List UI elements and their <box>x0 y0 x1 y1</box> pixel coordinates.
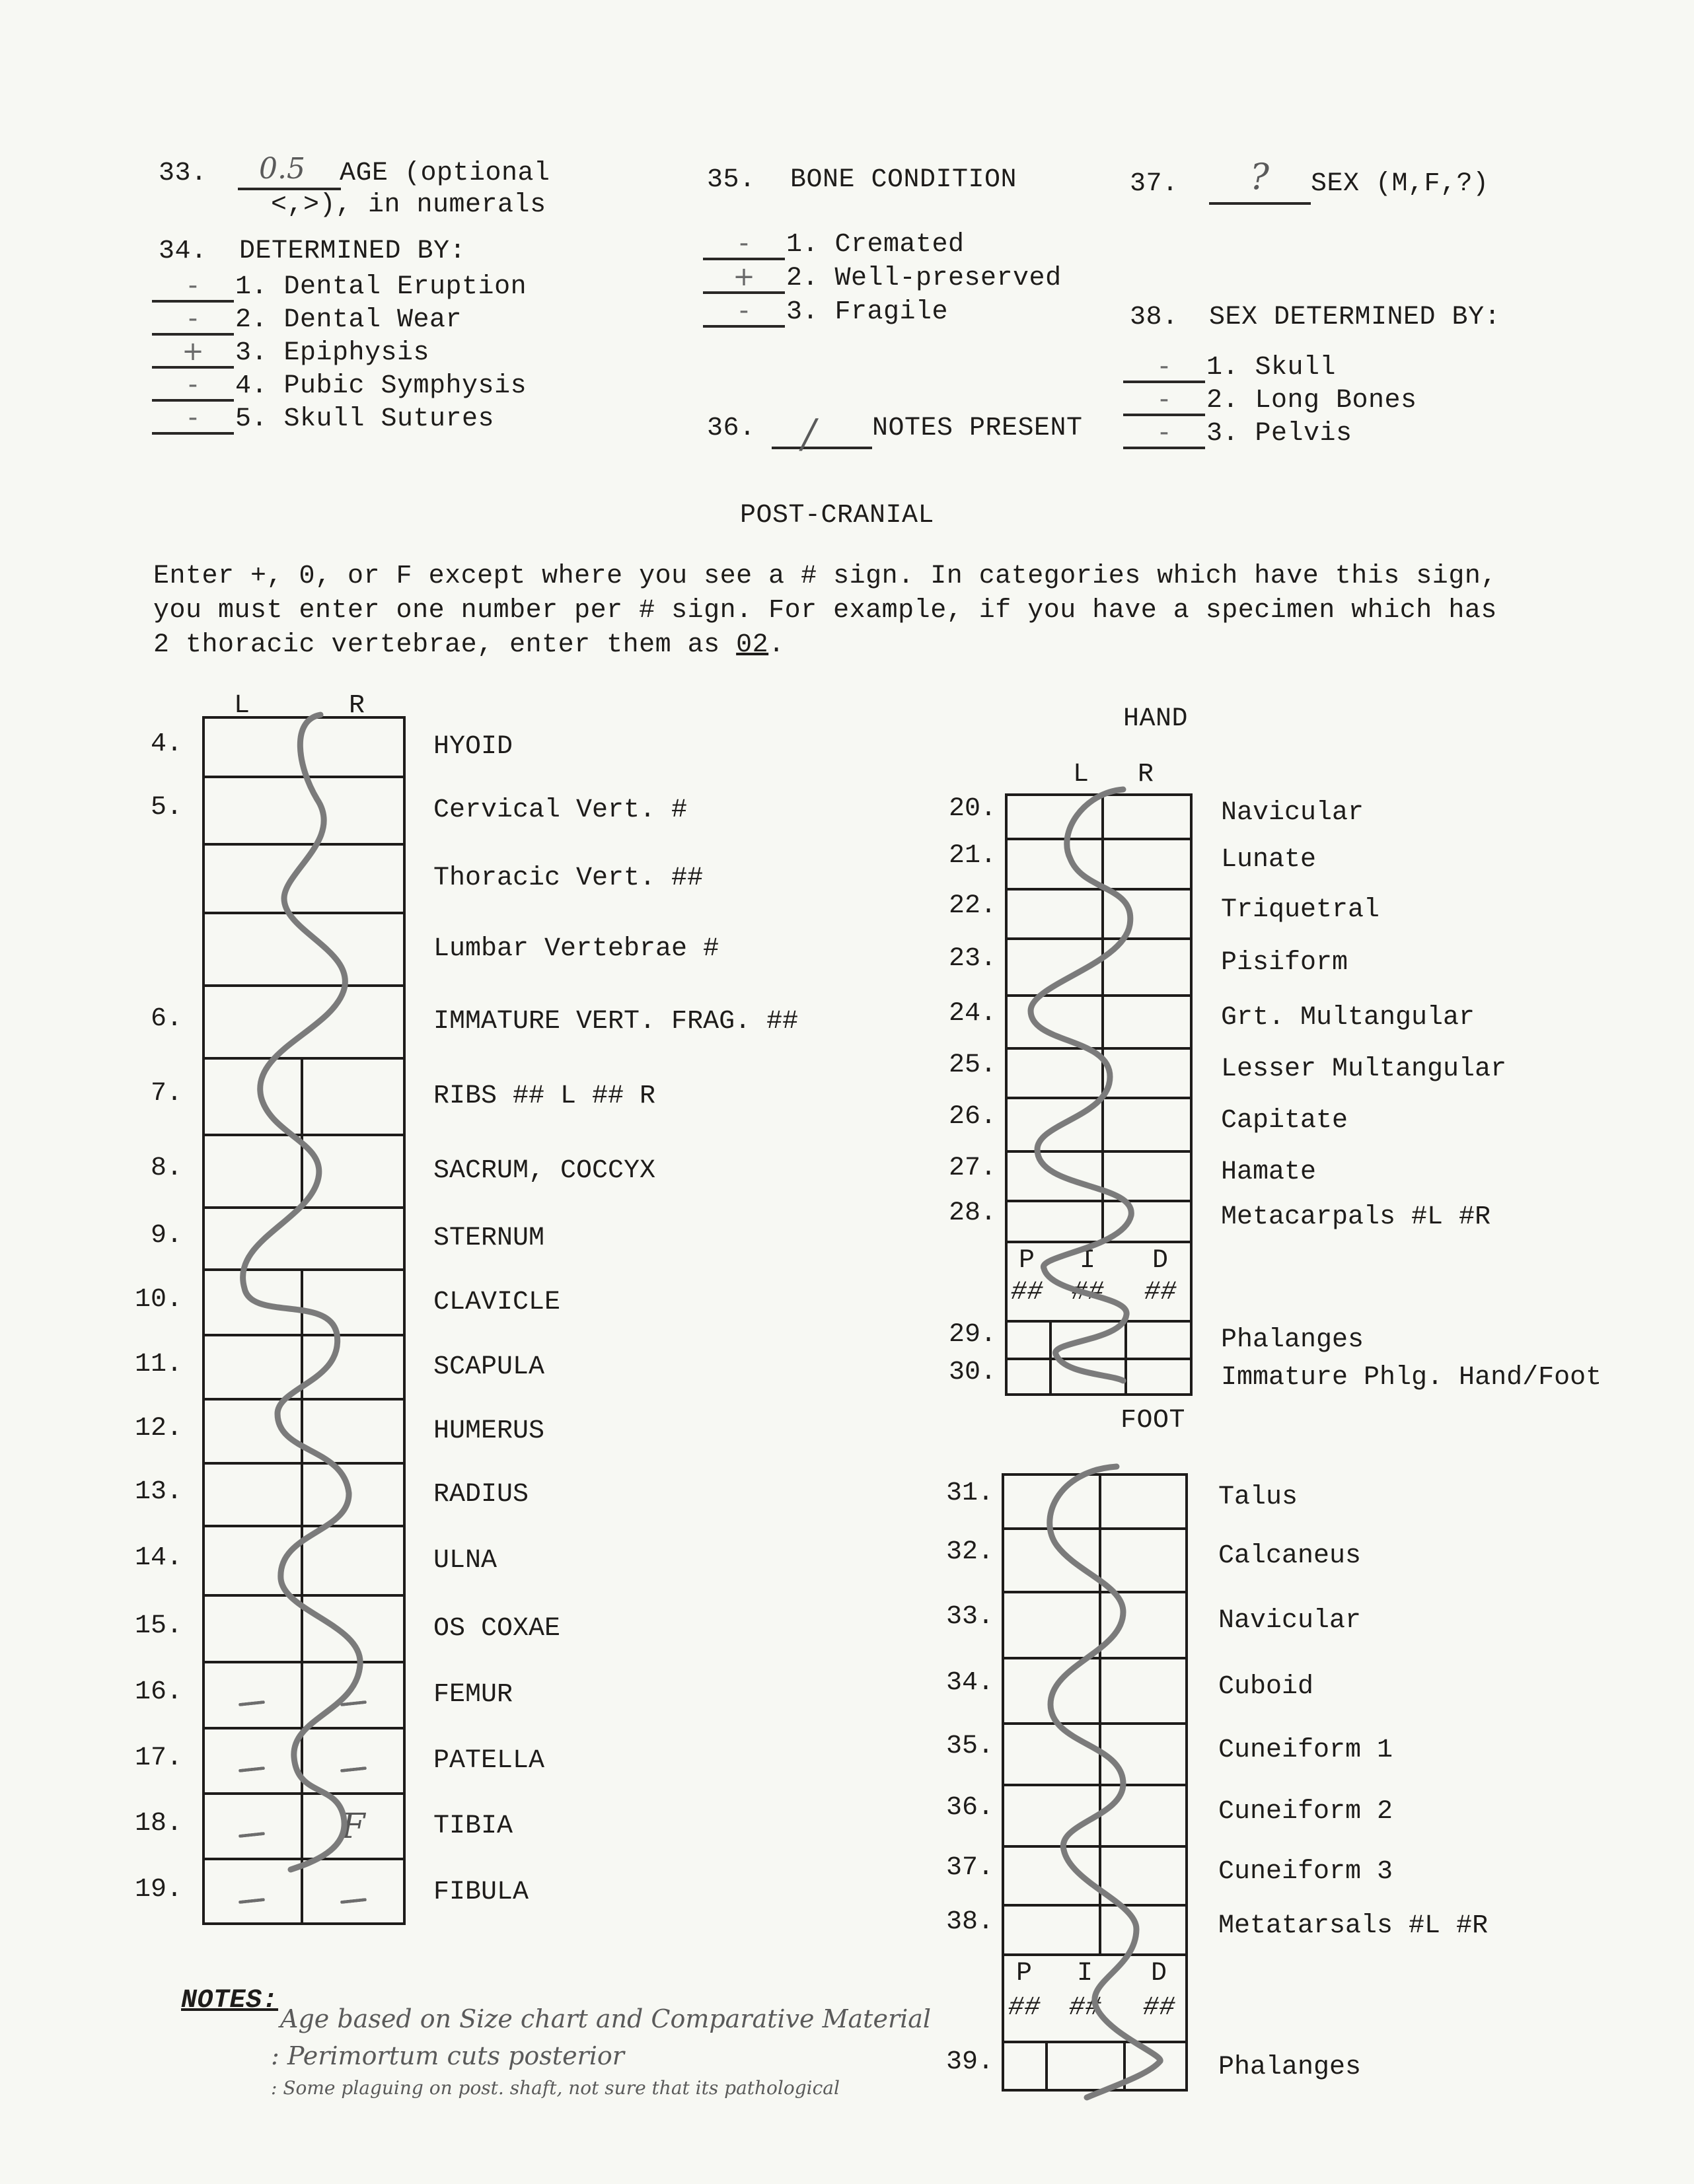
foot-title: FOOT <box>1121 1406 1186 1436</box>
grid-row-line <box>1005 1241 1193 1243</box>
bone-label: Lunate <box>1221 845 1317 875</box>
bone-label: HUMERUS <box>433 1416 545 1446</box>
phalanx-cell[interactable] <box>1005 1320 1049 1358</box>
q38-number: 38. <box>1130 303 1179 332</box>
bone-label: RADIUS <box>433 1479 529 1510</box>
row-number: 14. <box>134 1543 182 1573</box>
left-cell[interactable] <box>202 716 301 776</box>
left-cell[interactable] <box>1005 793 1101 838</box>
row-number: 22. <box>948 891 996 921</box>
right-cell[interactable] <box>301 1525 406 1594</box>
q35-number: 35. <box>707 165 756 195</box>
row-number: 26. <box>948 1101 996 1132</box>
row-number: 31. <box>945 1478 994 1508</box>
row-number: 16. <box>134 1677 182 1707</box>
right-cell[interactable] <box>301 1661 406 1727</box>
left-cell[interactable] <box>202 1268 301 1334</box>
pid-header: D <box>1152 1246 1169 1276</box>
bone-label: TIBIA <box>433 1811 513 1841</box>
hand-col-r: R <box>1138 760 1154 789</box>
pid-header: I <box>1080 1246 1096 1276</box>
row-number: 38. <box>945 1907 994 1937</box>
left-cell[interactable] <box>202 984 301 1057</box>
row-number: 36. <box>945 1792 994 1823</box>
checklist-mark[interactable]: - <box>188 303 198 334</box>
bone-label: PATELLA <box>433 1745 545 1776</box>
q37-label: SEX (M,F,?) <box>1311 169 1489 199</box>
grid-row-line <box>1002 1953 1188 1956</box>
row-number: 24. <box>948 999 996 1029</box>
row-number: 32. <box>945 1537 994 1567</box>
right-cell[interactable] <box>1099 1473 1188 1527</box>
bone-label: Lumbar Vertebrae # <box>433 934 719 964</box>
row-number: 30. <box>948 1358 996 1387</box>
right-cell[interactable] <box>301 1334 406 1398</box>
pid-header: P <box>1016 1959 1033 1988</box>
row-number: 4. <box>150 729 182 759</box>
bone-label: Calcaneus <box>1218 1541 1362 1571</box>
left-cell[interactable] <box>1002 1591 1099 1657</box>
left-cell[interactable] <box>1005 937 1101 994</box>
right-cell[interactable] <box>301 1858 406 1925</box>
bone-label: Talus <box>1218 1482 1298 1512</box>
bone-label: Grt. Multangular <box>1221 1003 1475 1033</box>
row-number: 37. <box>945 1852 994 1883</box>
pid-hash: ## <box>1008 1993 1041 2023</box>
checklist-mark[interactable]: - <box>188 402 198 433</box>
left-cell[interactable] <box>1005 888 1101 937</box>
checklist-label: 1. Skull <box>1206 353 1337 382</box>
right-cell[interactable] <box>1101 1047 1193 1097</box>
left-cell[interactable] <box>1002 1657 1099 1722</box>
q34-number: 34. <box>159 237 207 266</box>
bone-label: ULNA <box>433 1545 497 1576</box>
row-number: 18. <box>134 1808 182 1838</box>
right-cell[interactable] <box>1099 1784 1188 1845</box>
bone-label: Phalanges <box>1221 1325 1364 1355</box>
left-cell[interactable] <box>202 1134 301 1206</box>
row-number: 6. <box>150 1004 182 1034</box>
checklist-label: 3. Fragile <box>786 297 949 327</box>
age-value[interactable]: 0.5 <box>259 152 305 186</box>
row-number: 19. <box>134 1875 182 1905</box>
right-cell[interactable] <box>301 912 406 984</box>
bone-label: Hamate <box>1221 1157 1317 1187</box>
pid-hash: ## <box>1144 1278 1177 1307</box>
pid-header: I <box>1077 1959 1093 1988</box>
left-cell[interactable] <box>1002 1722 1099 1784</box>
pid-hash: ## <box>1069 1993 1102 2023</box>
right-cell[interactable] <box>1101 1097 1193 1150</box>
instruction-line-3-text: 2 thoracic vertebrae, enter them as <box>153 630 737 660</box>
left-grid-col-r: R <box>349 691 365 721</box>
row-number: 29. <box>948 1319 996 1350</box>
phalanx-cell[interactable] <box>1045 2041 1123 2092</box>
phalanx-cell[interactable] <box>1124 1320 1193 1358</box>
bone-label: Cuneiform 2 <box>1218 1796 1393 1827</box>
row-number: 9. <box>150 1221 182 1251</box>
left-cell[interactable] <box>202 1398 301 1462</box>
notes-label: NOTES: <box>181 1986 279 2016</box>
left-cell[interactable] <box>202 912 301 984</box>
left-cell[interactable] <box>1005 1200 1101 1241</box>
row-number: 5. <box>150 793 182 822</box>
pid-header: D <box>1151 1959 1167 1988</box>
bone-label: RIBS ## L ## R <box>433 1081 656 1111</box>
bone-label: Navicular <box>1221 797 1364 828</box>
right-cell[interactable] <box>301 1268 406 1334</box>
right-cell[interactable] <box>301 1594 406 1661</box>
right-cell[interactable] <box>301 984 406 1057</box>
phalanx-cell[interactable] <box>1002 2041 1045 2092</box>
checklist-mark[interactable]: + <box>733 262 755 292</box>
notes-present-mark[interactable]: / <box>802 411 816 457</box>
checklist-label: 2. Dental Wear <box>235 305 462 335</box>
row-number: 17. <box>134 1743 182 1773</box>
bone-label: Navicular <box>1218 1606 1362 1636</box>
pid-hash: ## <box>1143 1993 1176 2023</box>
pid-header: P <box>1019 1246 1035 1276</box>
bone-label: FEMUR <box>433 1680 513 1710</box>
bone-label: HYOID <box>433 732 513 762</box>
phalanx-cell[interactable] <box>1123 2041 1188 2092</box>
left-cell[interactable] <box>1005 994 1101 1047</box>
phalanx-cell[interactable] <box>1049 1320 1124 1358</box>
row-number: 20. <box>948 793 996 824</box>
right-cell[interactable] <box>1099 1591 1188 1657</box>
right-cell[interactable] <box>1099 1657 1188 1722</box>
notes-present-blank-line <box>772 447 872 449</box>
row-number: 35. <box>945 1731 994 1761</box>
q35-title: BONE CONDITION <box>790 165 1017 195</box>
checklist-mark[interactable]: - <box>1159 384 1169 414</box>
left-cell[interactable] <box>202 843 301 912</box>
example-value: 02 <box>736 630 769 660</box>
hand-title: HAND <box>1123 704 1189 734</box>
notes-line-1: Age based on Size chart and Comparative Material <box>280 2004 932 2033</box>
left-cell[interactable] <box>202 1206 301 1268</box>
checklist-mark[interactable]: - <box>188 369 198 400</box>
bone-label: OS COXAE <box>433 1613 561 1644</box>
right-cell[interactable] <box>301 1727 406 1792</box>
left-cell[interactable] <box>1005 1150 1101 1200</box>
left-cell[interactable] <box>202 776 301 843</box>
row-number: 39. <box>945 2047 994 2077</box>
sex-value[interactable]: ? <box>1250 156 1269 198</box>
bone-label: Capitate <box>1221 1105 1348 1136</box>
right-cell[interactable] <box>1101 1200 1193 1241</box>
instruction-line-3 <box>153 630 785 661</box>
sex-blank-line <box>1209 202 1311 205</box>
right-cell[interactable] <box>1101 838 1193 888</box>
bone-label: Phalanges <box>1218 2052 1362 2082</box>
row-number: 27. <box>948 1153 996 1183</box>
notes-present-label: NOTES PRESENT <box>872 414 1083 443</box>
bone-label: Metacarpals #L #R <box>1221 1202 1491 1232</box>
bone-label: SCAPULA <box>433 1352 545 1382</box>
right-cell[interactable] <box>301 1134 406 1206</box>
right-cell[interactable] <box>1099 1527 1188 1591</box>
bone-label: IMMATURE VERT. FRAG. ## <box>433 1007 799 1037</box>
checklist-label: 5. Skull Sutures <box>235 404 495 434</box>
right-cell[interactable] <box>301 1057 406 1134</box>
left-cell[interactable] <box>202 1525 301 1594</box>
right-cell[interactable] <box>1099 1845 1188 1904</box>
bone-label: SACRUM, COCCYX <box>433 1156 656 1186</box>
right-cell[interactable] <box>1101 1150 1193 1200</box>
left-cell[interactable] <box>1002 1473 1099 1527</box>
checklist-label: 3. Pelvis <box>1206 419 1352 449</box>
right-cell[interactable] <box>1101 793 1193 838</box>
right-cell[interactable] <box>1101 888 1193 937</box>
right-cell[interactable] <box>301 1206 406 1268</box>
bone-label: Thoracic Vert. ## <box>433 863 704 893</box>
right-cell[interactable] <box>1099 1904 1188 1953</box>
checklist-mark[interactable]: - <box>1159 417 1169 447</box>
phalanx-cell[interactable] <box>1049 1358 1124 1396</box>
checklist-label: 2. Long Bones <box>1206 386 1417 416</box>
row-number: 28. <box>948 1198 996 1228</box>
checklist-mark[interactable]: - <box>188 270 198 301</box>
example-suffix: . <box>768 630 785 660</box>
right-cell[interactable] <box>301 716 406 776</box>
bone-label: FIBULA <box>433 1877 529 1907</box>
row-number: 8. <box>150 1153 182 1183</box>
entry-mark: F <box>341 1806 365 1846</box>
bone-label: Cuneiform 3 <box>1218 1856 1393 1887</box>
row-number: 10. <box>134 1284 182 1315</box>
notes-line-3: : Some plaguing on post. shaft, not sure that its pathological <box>271 2077 840 2099</box>
age-label-line1: AGE (optional <box>340 159 550 188</box>
checklist-label: 1. Cremated <box>786 230 965 260</box>
checklist-label: 1. Dental Eruption <box>235 272 527 302</box>
checklist-mark[interactable]: - <box>739 295 749 326</box>
left-cell[interactable] <box>202 1661 301 1727</box>
left-cell[interactable] <box>1005 838 1101 888</box>
row-number: 23. <box>948 944 996 974</box>
row-number: 7. <box>150 1079 182 1109</box>
bone-label: Cuboid <box>1218 1671 1314 1702</box>
row-number: 13. <box>134 1476 182 1507</box>
left-cell[interactable] <box>202 1858 301 1925</box>
checklist-label: 4. Pubic Symphysis <box>235 371 527 401</box>
phalanx-cell[interactable] <box>1005 1358 1049 1396</box>
right-cell[interactable] <box>301 1462 406 1525</box>
left-cell[interactable] <box>1002 1845 1099 1904</box>
checklist-mark[interactable]: - <box>739 228 749 258</box>
right-cell[interactable] <box>301 1398 406 1462</box>
q34-title: DETERMINED BY: <box>239 237 466 266</box>
notes-line-2: : Perimortum cuts posterior <box>271 2041 624 2070</box>
q37-number: 37. <box>1130 169 1179 199</box>
bone-label: STERNUM <box>433 1223 545 1253</box>
row-number: 12. <box>134 1413 182 1443</box>
left-cell[interactable] <box>1005 1047 1101 1097</box>
checklist-mark[interactable]: + <box>182 336 204 367</box>
right-cell[interactable] <box>1099 1722 1188 1784</box>
pid-hash: ## <box>1072 1278 1105 1307</box>
left-cell[interactable] <box>1002 1784 1099 1845</box>
bone-label: Cuneiform 1 <box>1218 1735 1393 1765</box>
right-cell[interactable] <box>1101 994 1193 1047</box>
bone-label: Metatarsals #L #R <box>1218 1911 1489 1941</box>
checklist-label: 2. Well-preserved <box>786 264 1062 293</box>
bone-label: CLAVICLE <box>433 1287 561 1317</box>
left-cell[interactable] <box>202 1792 301 1858</box>
age-label-line2: <,>), in numerals <box>271 190 546 220</box>
pid-hash: ## <box>1011 1278 1044 1307</box>
left-cell[interactable] <box>202 1334 301 1398</box>
row-number: 33. <box>945 1602 994 1632</box>
q36-number: 36. <box>707 414 756 443</box>
left-cell[interactable] <box>202 1057 301 1134</box>
q38-title: SEX DETERMINED BY: <box>1209 303 1501 332</box>
left-cell[interactable] <box>1005 1097 1101 1150</box>
row-number: 11. <box>134 1349 182 1379</box>
left-grid-col-l: L <box>234 691 250 721</box>
bone-label: Triquetral <box>1221 894 1380 925</box>
row-number: 21. <box>948 841 996 871</box>
bone-label: Pisiform <box>1221 948 1348 978</box>
row-number: 15. <box>134 1611 182 1641</box>
checklist-label: 3. Epiphysis <box>235 338 430 368</box>
right-cell[interactable] <box>301 776 406 843</box>
row-number: 25. <box>948 1050 996 1080</box>
right-cell[interactable] <box>1101 937 1193 994</box>
bone-label: Cervical Vert. # <box>433 795 688 825</box>
left-cell[interactable] <box>202 1462 301 1525</box>
hand-col-l: L <box>1073 760 1089 789</box>
bone-label: Immature Phlg. Hand/Foot <box>1221 1363 1602 1393</box>
bone-label: Lesser Multangular <box>1221 1054 1507 1084</box>
instruction-line-1: Enter +, 0, or F except where you see a # sign. In categories which have this sign, <box>153 562 1497 591</box>
phalanx-cell[interactable] <box>1124 1358 1193 1396</box>
left-cell[interactable] <box>1002 1904 1099 1953</box>
q33-number: 33. <box>159 159 207 188</box>
checklist-mark[interactable]: - <box>1159 351 1169 381</box>
left-cell[interactable] <box>202 1727 301 1792</box>
left-cell[interactable] <box>1002 1527 1099 1591</box>
post-cranial-title: POST-CRANIAL <box>740 501 935 530</box>
row-number: 34. <box>945 1667 994 1698</box>
instruction-line-2: you must enter one number per # sign. For example, if you have a specimen which has <box>153 596 1497 626</box>
left-cell[interactable] <box>202 1594 301 1661</box>
right-cell[interactable] <box>301 843 406 912</box>
